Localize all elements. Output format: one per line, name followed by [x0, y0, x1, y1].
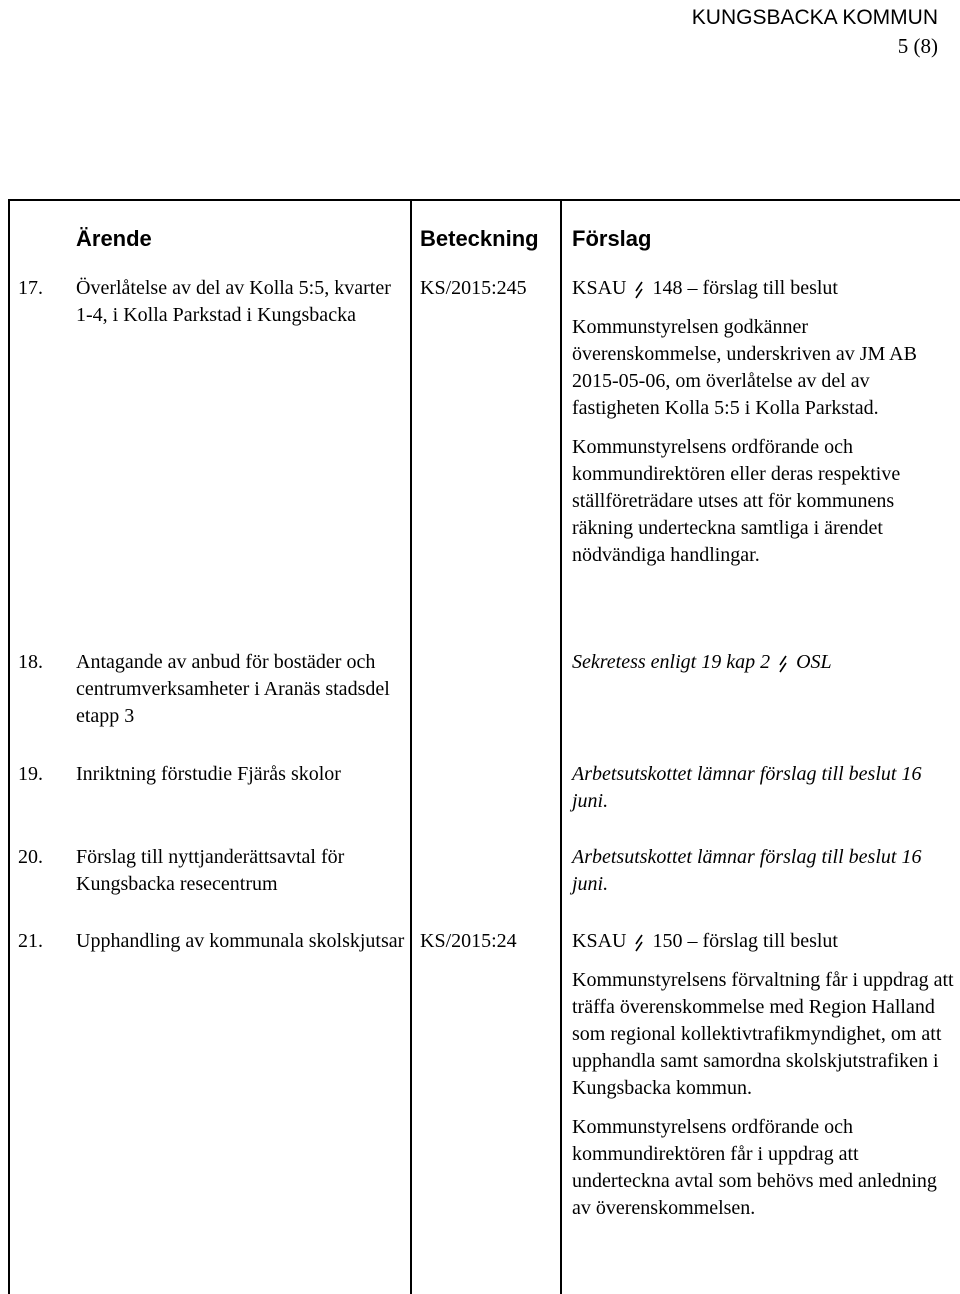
column-divider — [410, 199, 412, 1294]
organization-name: KUNGSBACKA KOMMUN — [691, 6, 938, 29]
row-proposal — [572, 928, 960, 1234]
row-proposal — [572, 649, 960, 676]
row-reference: KS/2015:24 — [420, 930, 517, 952]
page-number: 5 (8) — [897, 34, 938, 58]
section-sign-icon — [632, 933, 646, 949]
proposal-paragraph: Kommunstyrelsens ordförande och kommundirektören eller deras respektive ställföreträdare utses att för kommunens räkning underteckna samtliga i ärendet nödvändiga handlingar. — [572, 436, 901, 566]
proposal-heading — [572, 928, 960, 955]
column-header-beteckning: Beteckning — [420, 226, 539, 251]
row-number: 19. — [18, 763, 43, 785]
row-title: Förslag till nyttjanderättsavtal för Kungsbacka resecentrum — [76, 846, 345, 895]
proposal-paragraph: Kommunstyrelsens ordförande och kommundirektören får i uppdrag att underteckna avtal som behövs med anledning av överenskommelsen. — [572, 1116, 937, 1219]
proposal-post: 150 – förslag till beslut — [652, 930, 838, 952]
row-title: Inriktning förstudie Fjärås skolor — [76, 763, 341, 785]
section-sign-icon — [776, 654, 790, 670]
section-sign-icon — [632, 280, 646, 296]
proposal-paragraph: Kommunstyrelsen godkänner överenskommelse, underskriven av JM AB 2015-05-06, om överlåtelse av del av fastigheten Kolla 5:5 i Kolla Parkstad. — [572, 316, 917, 419]
agenda-table — [8, 199, 960, 1294]
column-header-forslag: Förslag — [572, 226, 652, 251]
row-title: Upphandling av kommunala skolskjutsar — [76, 930, 405, 952]
column-header-arende: Ärende — [76, 226, 152, 251]
row-title: Överlåtelse av del av Kolla 5:5, kvarter 1-4, i Kolla Parkstad i Kungsbacka — [76, 277, 391, 326]
row-reference: KS/2015:245 — [420, 277, 527, 299]
page-header — [692, 4, 938, 60]
row-proposal — [572, 275, 960, 581]
row-number: 21. — [18, 930, 43, 952]
proposal-post: 148 – förslag till beslut — [652, 277, 838, 299]
proposal-pre: KSAU — [572, 930, 627, 952]
row-number: 18. — [18, 651, 43, 673]
proposal-post: OSL — [796, 651, 832, 673]
proposal-heading — [572, 275, 960, 302]
column-divider — [560, 199, 562, 1294]
row-number: 17. — [18, 277, 43, 299]
row-title: Antagande av anbud för bostäder och centrumverksamheter i Aranäs stadsdel etapp 3 — [76, 651, 390, 727]
row-proposal: Arbetsutskottet lämnar förslag till beslut 16 juni. — [572, 846, 922, 895]
row-number: 20. — [18, 846, 43, 868]
proposal-pre: KSAU — [572, 277, 627, 299]
row-proposal: Arbetsutskottet lämnar förslag till beslut 16 juni. — [572, 763, 922, 812]
proposal-paragraph: Kommunstyrelsens förvaltning får i uppdrag att träffa överenskommelse med Region Halland som regional kollektivtrafikmyndighet, om att upphandla samt samordna skolskjutstrafiken i Kungsbacka kommun. — [572, 969, 954, 1099]
proposal-pre: Sekretess enligt 19 kap 2 — [572, 651, 771, 673]
